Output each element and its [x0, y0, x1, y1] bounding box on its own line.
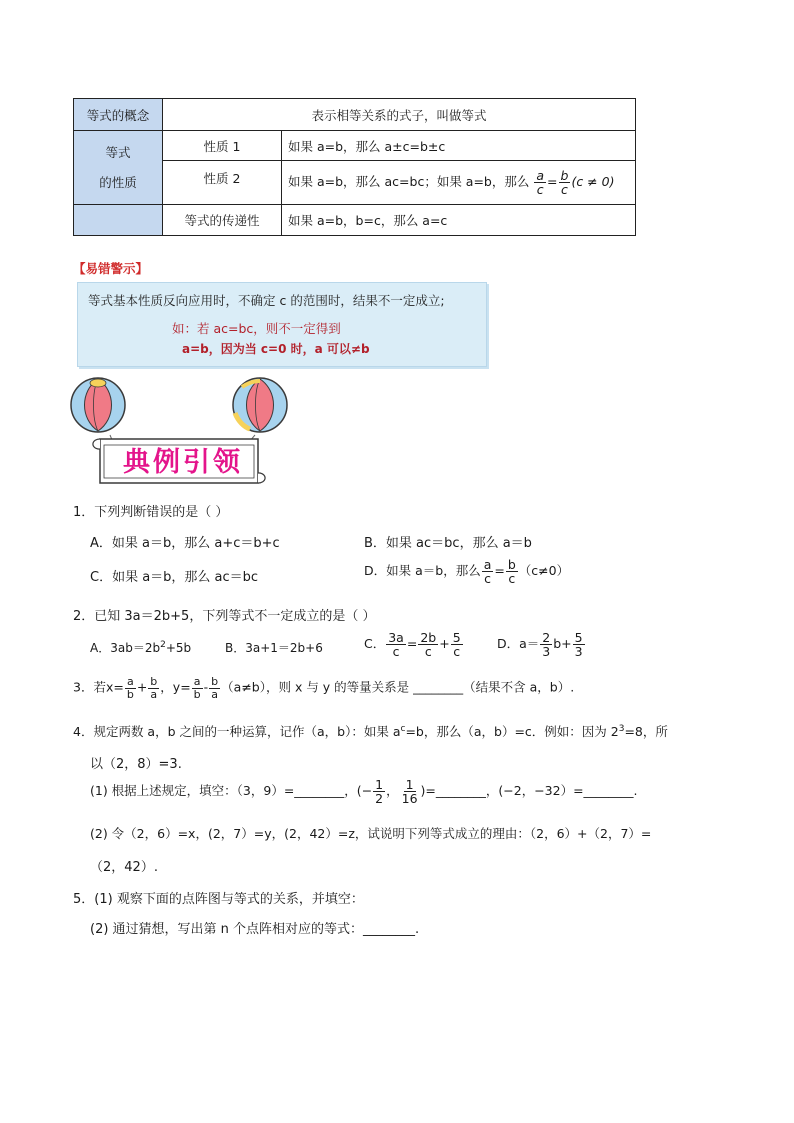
- table-head-concept: 等式的概念: [74, 99, 163, 131]
- q4-line-2: 以（2，8）=3.: [90, 757, 182, 772]
- q2-option-d: D．a＝ $\frac{2}{3}$ b+ $\frac{5}{3}$: [497, 630, 583, 660]
- warning-line-3: a=b，因为当 c=0 时，a 可以≠b: [182, 342, 370, 356]
- q2-stem: 2．已知 3a＝2b+5，下列等式不一定成立的是（ ）: [73, 609, 376, 624]
- table-def-concept: 表示相等关系的式子，叫做等式: [163, 99, 636, 131]
- banner-title: 典例引领: [123, 447, 243, 478]
- properties-table: [73, 98, 636, 236]
- table-head-properties: [74, 131, 163, 205]
- property-2-text: 如果 a=b，那么 ac=bc；如果 a=b，那么 $\frac{a}{c}$ = $\frac{b}{c}$ (c ≠ 0): [282, 161, 636, 205]
- warning-line-1: 等式基本性质反向应用时，不确定 c 的范围时，结果不一定成立;: [88, 293, 445, 308]
- property-3-text: 如果 a=b，b=c，那么 a=c: [282, 205, 636, 236]
- q1-stem: 1．下列判断错误的是（ ）: [73, 505, 229, 520]
- q1-option-b: B．如果 ac＝bc，那么 a＝b: [364, 536, 532, 551]
- property-2-label: 性质 2: [163, 161, 282, 205]
- table-head-empty: [74, 205, 163, 236]
- q5-part-2: (2) 通过猜想，写出第 n 个点阵相对应的等式：________.: [90, 922, 420, 937]
- property-1-text: 如果 a=b，那么 a±c=b±c: [282, 131, 636, 161]
- balloon-left-icon: [71, 378, 125, 432]
- q2-option-c: C． $\frac{3a}{c}$ = $\frac{2b}{c}$ + $\frac{5}{c}$: [364, 630, 461, 660]
- q3-stem: 3．若x= $\frac{a}{b}$ + $\frac{b}{a}$ ，y= $\frac{a}{b}$ - $\frac{b}{a}$ （a≠b），则 x 与 y 的等量关系是 ________（结果不含 a，b）.: [73, 675, 575, 701]
- q4-line-1: 4．规定两数 a，b 之间的一种运算，记作（a，b）：如果 $a^c=b$，那么（a，b）=c．例如：因为 $2^3=8$，所: [73, 723, 668, 739]
- head-line-2: 的性质: [99, 174, 137, 190]
- balloon-right-icon: [233, 378, 287, 432]
- property-1-label: 性质 1: [163, 131, 282, 161]
- warning-box: [77, 282, 487, 367]
- fraction: $\frac{a}{c}$: [536, 167, 545, 197]
- fraction: $\frac{b}{c}$: [560, 167, 569, 197]
- head-line-1: 等式: [105, 144, 131, 160]
- property-3-label: 等式的传递性: [163, 205, 282, 236]
- warning-line-2: 如：若 ac=bc，则不一定得到: [172, 321, 341, 336]
- q5-part-1: 5．(1) 观察下面的点阵图与等式的关系，并填空：: [73, 892, 364, 907]
- q1-option-a: A．如果 a＝b，那么 a+c＝b+c: [90, 536, 280, 551]
- warning-title: 【易错警示】: [73, 261, 149, 276]
- q2-option-a: A．$3ab=2b^2+5b$: [90, 640, 192, 655]
- q4-part-1: (1) 根据上述规定，填空：（3，9）=________，(− $\frac{1}{2}$ ， $\frac{1}{16}$ )=________，(−2，−32）=________.: [90, 777, 638, 807]
- q2-option-b: B．3a+1＝2b+6: [225, 641, 323, 655]
- q1-option-d: D．如果 a＝b，那么 $\frac{a}{c}$ = $\frac{b}{c}$ （c≠0）: [364, 557, 570, 587]
- q1-option-c: C．如果 a＝b，那么 ac＝bc: [90, 570, 259, 585]
- q4-part-2-line-2: （2，42）.: [90, 860, 158, 875]
- q4-part-2-line-1: (2) 令（2，6）=x，(2，7）=y，(2，42）=z，试说明下列等式成立的理由：（2，6）+（2，7）=: [90, 826, 652, 841]
